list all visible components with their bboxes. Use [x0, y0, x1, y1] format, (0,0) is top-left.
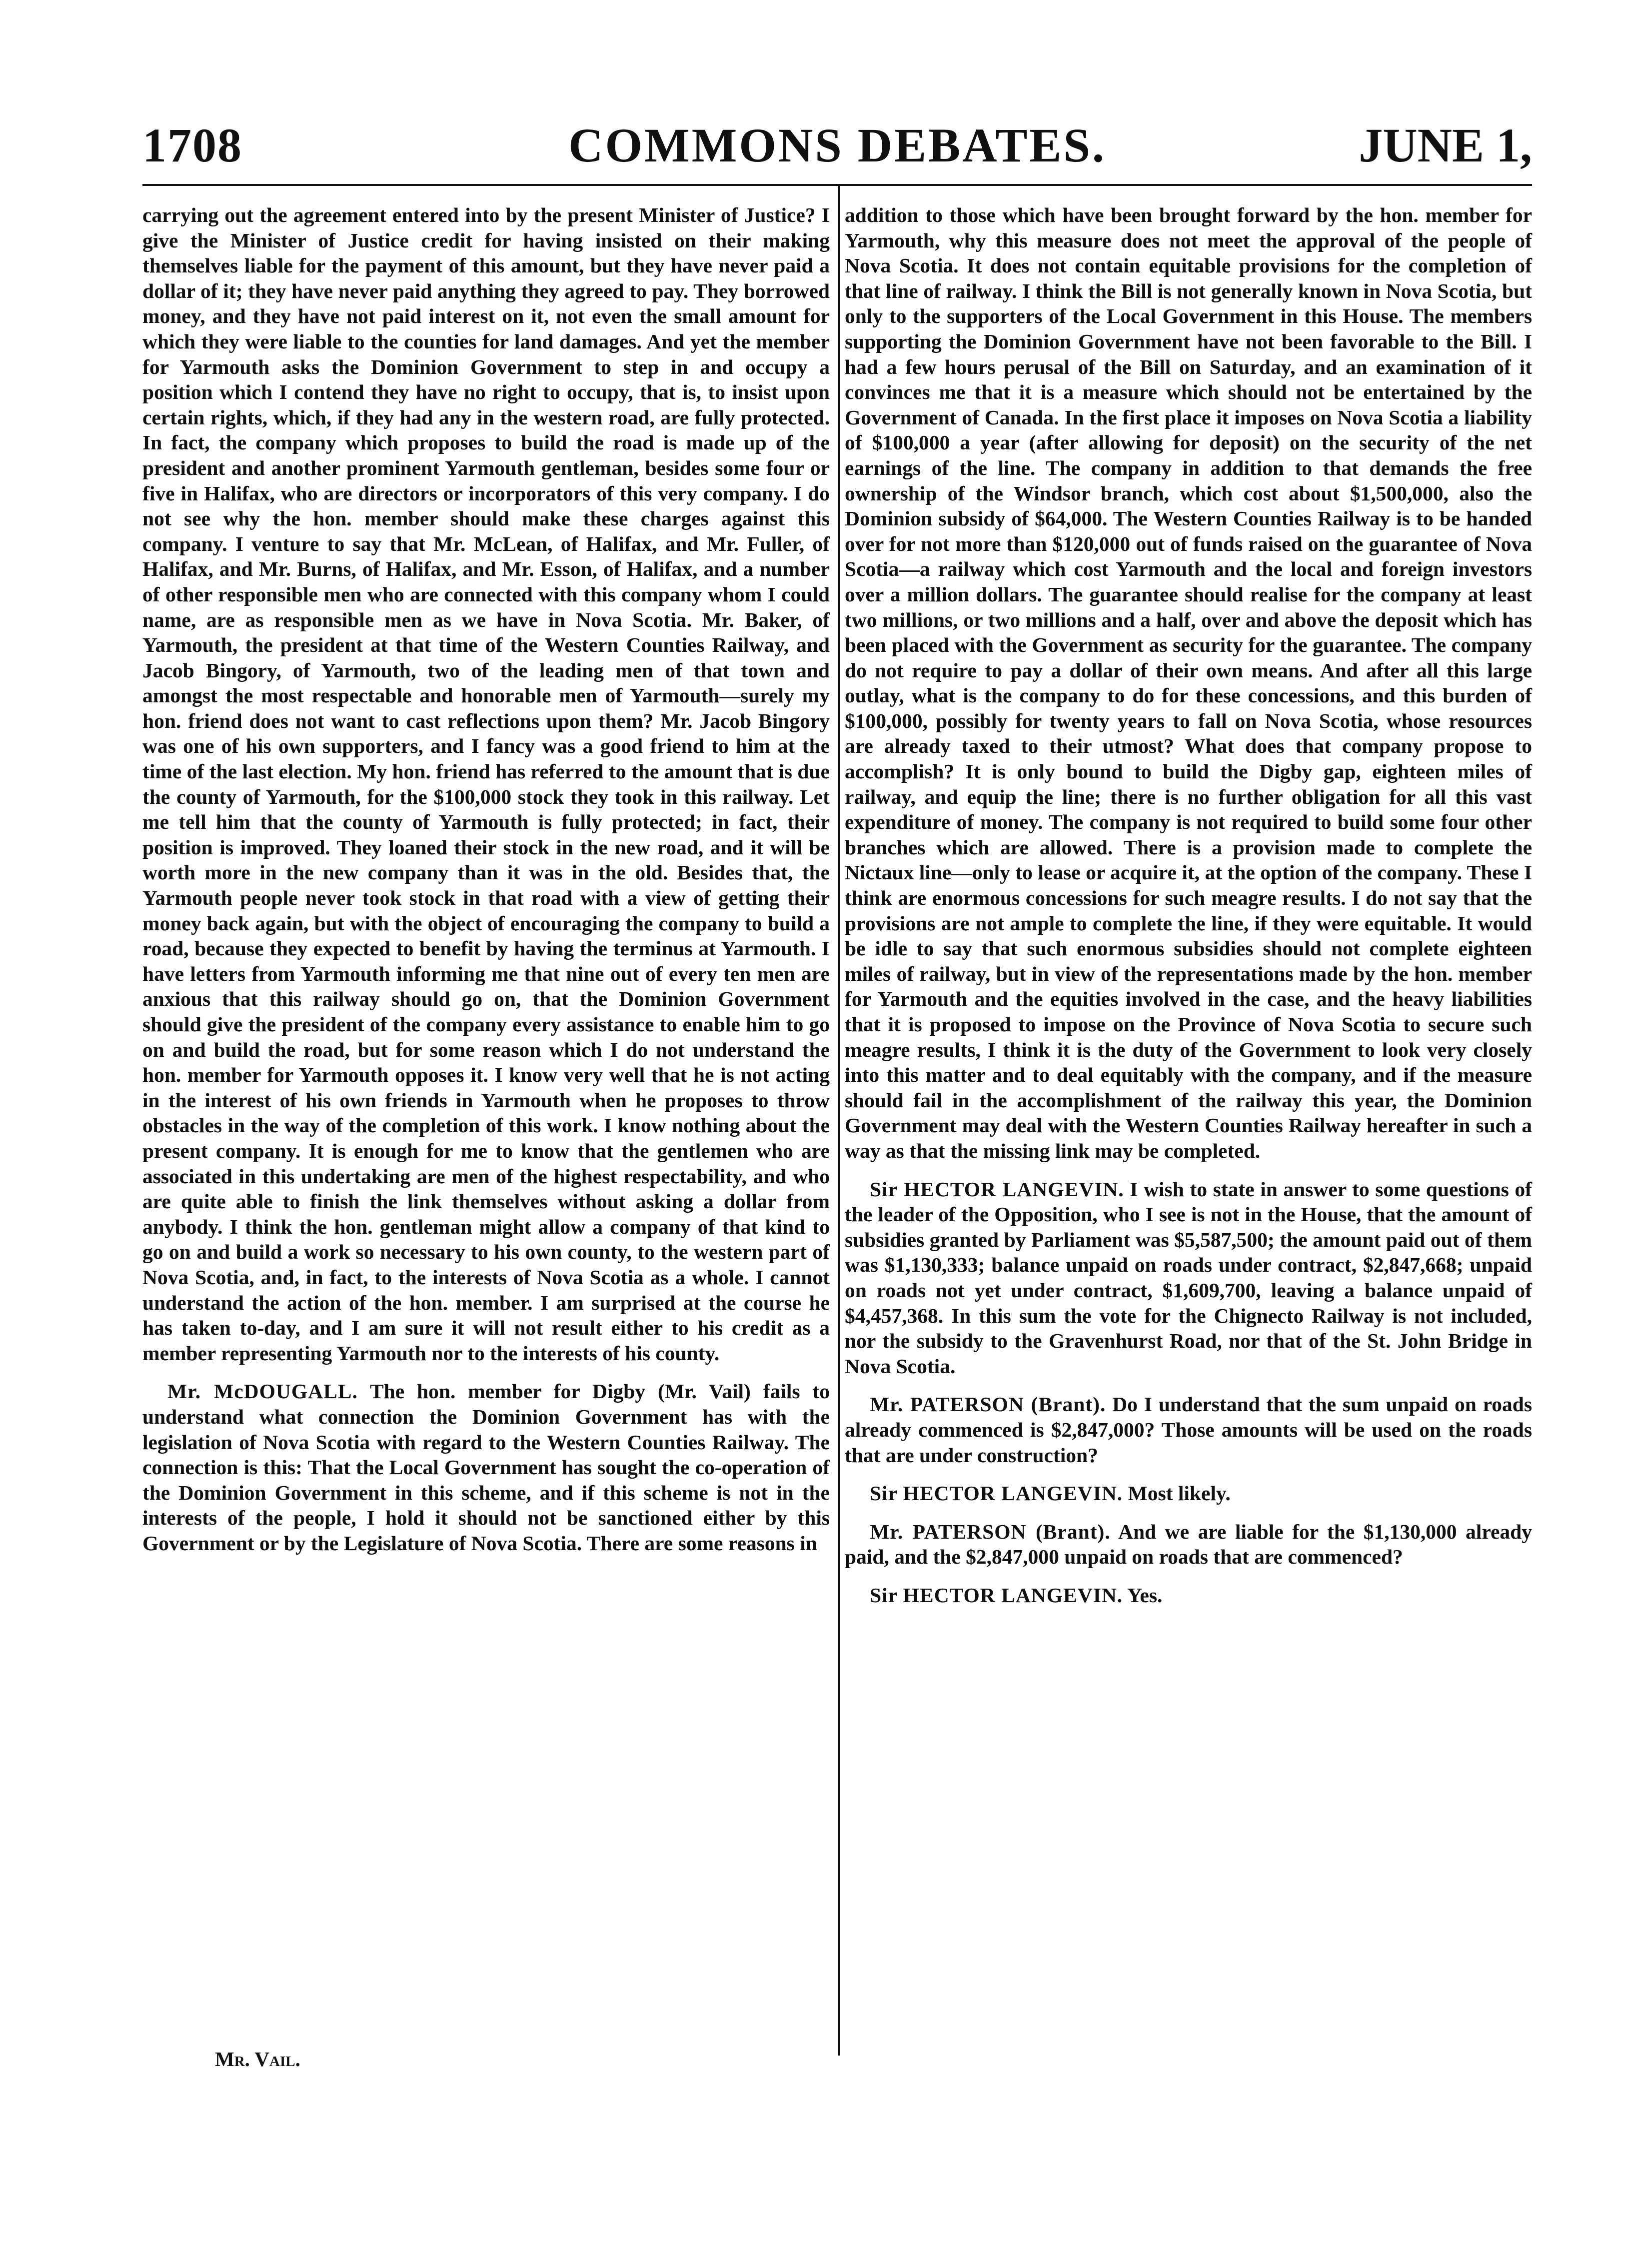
- right-paragraph-4: [845, 1481, 1532, 1506]
- speech-text: Most likely.: [1128, 1482, 1231, 1505]
- speaker-name: Sir HECTOR LANGEVIN.: [870, 1482, 1123, 1505]
- right-paragraph-2: [845, 1177, 1532, 1379]
- left-paragraph-2: [142, 1379, 830, 1556]
- page-number: 1708: [142, 118, 242, 172]
- speaker-name: Sir HECTOR LANGEVIN.: [870, 1177, 1124, 1201]
- speaker-name: Mr. McDOUGALL.: [167, 1380, 358, 1403]
- header-rule: [142, 184, 1532, 186]
- page-date: JUNE 1,: [1359, 118, 1532, 172]
- right-paragraph-6: [845, 1583, 1532, 1608]
- right-paragraph-1: addition to those which have been brought forward by the hon. member for Yarmouth, why this measure does not meet the approval of the people of Nova Scotia. It does not contain equitable provisions for the completion of that line of railway. I think the Bill is not generally known in Nova Scotia, but only to the supporters of the Local Government in this House. The members supporting the Dominion Government have not been favorable to the Bill. I had a few hours perusal of the Bill on Saturday, and an examination of it convinces me that it is a measure which should not be entertained by the Government of Canada. In the first place it imposes on Nova Scotia a liability of $100,000 a year (after allowing for deposit) on the security of the net earnings of the line. The company in addition to that demands the free ownership of the Windsor branch, which cost about $1,500,000, also the Dominion subsidy of $64,000. The Western Counties Railway is to be handed over for not more than $120,000 out of funds raised on the guarantee of Nova Scotia—a railway which cost Yarmouth and the local and foreign investors over a million dollars. The guarantee should realise for the company at least two millions, or two millions and a half, over and above the deposit which has been placed with the Government as security for the guarantee. The company do not require to pay a dollar of their own means. And after all this large outlay, what is the company to do for these concessions, and this burden of $100,000, possibly for twenty years to fall on Nova Scotia, whose resources are already taxed to their utmost? What does that company propose to accomplish? It is only bound to build the Digby gap, eighteen miles of railway, and equip the line; there is no further obligation for all this vast expenditure of money. The company is not required to build some four other branches which are allowed. There is a provision made to complete the Nictaux line—only to lease or acquire it, at the option of the company. These I think are enormous concessions for such meagre results. I do not say that the provisions are not ample to complete the line, if they were equitable. It would be idle to say that such enormous subsidies should not complete eighteen miles of railway, but in view of the representations made by the hon. member for Yarmouth and the equities involved in the case, and the heavy liabilities that it is proposed to impose on the Province of Nova Scotia to secure such meagre results, I think it is the duty of the Government to look very closely into this matter and to deal equitably with the company, and if the measure should fail in the accomplishment of the railway this year, the Dominion Government may deal with the Western Counties Railway hereafter in such a way as that the missing link may be completed.: [845, 203, 1532, 1162]
- speaker-name: Mr. PATERSON (Brant).: [870, 1393, 1106, 1416]
- speech-text: Yes.: [1127, 1583, 1163, 1607]
- column-divider: [838, 186, 840, 2056]
- speech-text: I wish to state in answer to some questions of the leader of the Opposition, who I see is not in the House, that the amount of subsidies granted by Parliament was $5,587,500; the amount paid out of them was $1,130,333; balance unpaid on roads under contract, $2,847,668; unpaid on roads not yet under contract, $1,609,700, leaving a balance unpaid of $4,457,368. In this sum the vote for the Chignecto Railway is not included, nor the subsidy to the Gravenhurst Road, nor that of the St. John Bridge in Nova Scotia.: [845, 1177, 1533, 1378]
- right-paragraph-5: [845, 1519, 1532, 1570]
- speaker-name: Sir HECTOR LANGEVIN.: [870, 1583, 1123, 1607]
- page-header: [142, 117, 1532, 177]
- right-column: [845, 202, 1532, 1608]
- speech-text: Do I understand that the sum unpaid on roads already commenced is $2,847,000? Those amounts will be used on the roads that are under construction?: [845, 1393, 1532, 1467]
- running-footer: Mr. Vail.: [215, 2048, 300, 2071]
- left-column: [142, 202, 830, 1556]
- journal-title: COMMONS DEBATES.: [568, 118, 1106, 172]
- speech-text: The hon. member for Digby (Mr. Vail) fails to understand what connection the Dominion Government has with the legislation of Nova Scotia with regard to the Western Counties Railway. The connection is this: That the Local Government has sought the co-operation of the Dominion Government in this scheme, and if this scheme is not in the interests of the people, I hold it should not be sanctioned either by this Government or by the Legislature of Nova Scotia. There are some reasons in: [142, 1380, 830, 1555]
- right-paragraph-3: [845, 1392, 1532, 1468]
- speaker-name: Mr. PATERSON (Brant).: [870, 1520, 1111, 1543]
- speech-text: And we are liable for the $1,130,000 already paid, and the $2,847,000 unpaid on roads that are commenced?: [845, 1520, 1532, 1569]
- left-paragraph-1: carrying out the agreement entered into by the present Minister of Justice? I give the Minister of Justice credit for having insisted on their making themselves liable for the payment of this amount, but they have never paid a dollar of it; they have never paid anything they agreed to pay. They borrowed money, and they have not paid interest on it, not even the small amount for which they were liable to the counties for land damages. And yet the member for Yarmouth asks the Dominion Government to step in and occupy a position which I contend they have no right to occupy, that is, to insist upon certain rights, which, if they had any in the western road, are fully protected. In fact, the company which proposes to build the road is made up of the president and another prominent Yarmouth gentleman, besides some four or five in Halifax, who are directors or incorporators of this very company. I do not see why the hon. member should make these charges against this company. I venture to say that Mr. McLean, of Halifax, and Mr. Fuller, of Halifax, and Mr. Burns, of Halifax, and Mr. Esson, of Halifax, and a number of other responsible men who are connected with this company whom I could name, are as responsible men as we have in Nova Scotia. Mr. Baker, of Yarmouth, the president at that time of the Western Counties Railway, and Jacob Bingory, of Yarmouth, two of the leading men of that town and amongst the most respectable and honorable men of Yarmouth—surely my hon. friend does not want to cast reflections upon them? Mr. Jacob Bingory was one of his own supporters, and I fancy was a good friend to him at the time of the last election. My hon. friend has referred to the amount that is due the county of Yarmouth, for the $100,000 stock they took in this railway. Let me tell him that the county of Yarmouth is fully protected; in fact, their position is improved. They loaned their stock in the new road, and it will be worth more in the new company than it was in the old. Besides that, the Yarmouth people never took stock in that road with a view of getting their money back again, but with the object of encouraging the company to build a road, because they expected to benefit by having the terminus at Yarmouth. I have letters from Yarmouth informing me that nine out of every ten men are anxious that this railway should go on, that the Dominion Government should give the president of the company every assistance to enable him to go on and build the road, but for some reason which I do not understand the hon. member for Yarmouth opposes it. I know very well that he is not acting in the interest of his own friends in Yarmouth when he proposes to throw obstacles in the way of the completion of this work. I know nothing about the present company. It is enough for me to know that the gentlemen who are associated in this undertaking are men of the highest respectability, and who are quite able to finish the link themselves without asking a dollar from anybody. I think the hon. gentleman might allow a company of that kind to go on and build a work so necessary to his own county, to the western part of Nova Scotia, and, in fact, to the interests of Nova Scotia as a whole. I cannot understand the action of the hon. member. I am surprised at the course he has taken to-day, and I am sure it will not result either to his credit as a member representing Yarmouth nor to the interests of his county.: [142, 203, 830, 1365]
